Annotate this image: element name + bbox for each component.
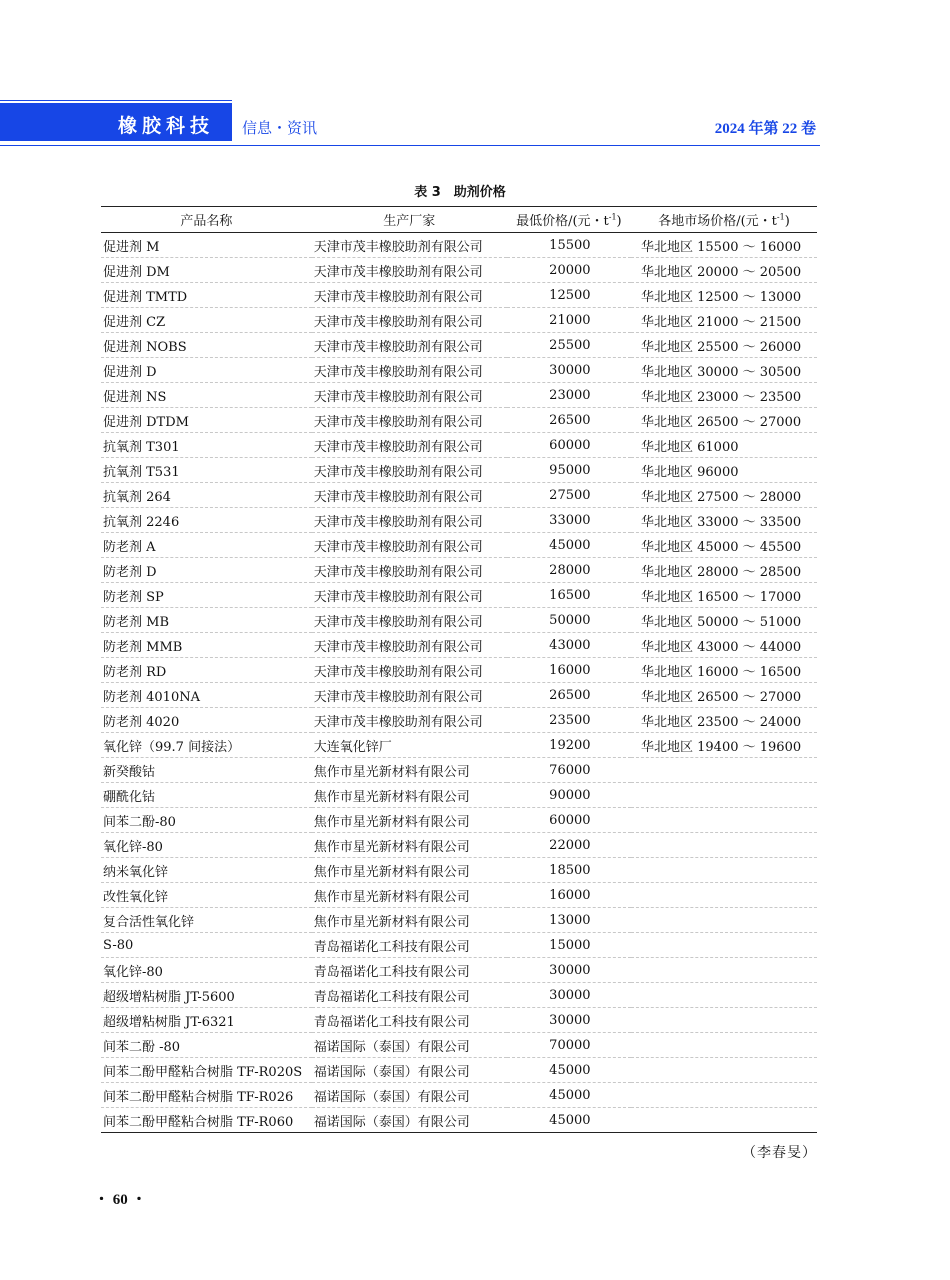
table-row xyxy=(101,1033,817,1058)
cell-manufacturer: 天津市茂丰橡胶助剂有限公司 xyxy=(312,608,507,633)
cell-manufacturer: 天津市茂丰橡胶助剂有限公司 xyxy=(312,333,507,358)
cell-market-price xyxy=(631,1058,817,1083)
cell-product: 促进剂 CZ xyxy=(101,308,312,333)
cell-min-price: 33000 xyxy=(507,508,631,533)
cell-market-price xyxy=(631,1033,817,1058)
table-row xyxy=(101,608,817,633)
table-row xyxy=(101,858,817,883)
cell-product: 氧化锌-80 xyxy=(101,958,312,983)
cell-market-price: 华北地区 45000 ～ 45500 xyxy=(631,533,817,558)
cell-manufacturer: 天津市茂丰橡胶助剂有限公司 xyxy=(312,558,507,583)
cell-product: 改性氧化锌 xyxy=(101,883,312,908)
cell-manufacturer: 天津市茂丰橡胶助剂有限公司 xyxy=(312,583,507,608)
cell-market-price: 华北地区 28000 ～ 28500 xyxy=(631,558,817,583)
cell-product: 间苯二酚甲醛粘合树脂 TF-R026 xyxy=(101,1083,312,1108)
cell-manufacturer: 天津市茂丰橡胶助剂有限公司 xyxy=(312,233,507,258)
cell-product: S-80 xyxy=(101,933,312,958)
table-row xyxy=(101,1058,817,1083)
table-header-row xyxy=(101,207,817,233)
column-header-min-price: 最低价格/(元・$t^{-1}$) xyxy=(507,207,631,233)
column-header-manufacturer: 生产厂家 xyxy=(312,207,507,233)
journal-brand-bar xyxy=(0,103,232,141)
cell-product: 氧化锌（99.7 间接法） xyxy=(101,733,312,758)
journal-title: 橡胶科技 xyxy=(118,115,215,137)
cell-product: 抗氧剂 2246 xyxy=(101,508,312,533)
cell-market-price: 华北地区 50000 ～ 51000 xyxy=(631,608,817,633)
cell-min-price: 21000 xyxy=(507,308,631,333)
cell-manufacturer: 天津市茂丰橡胶助剂有限公司 xyxy=(312,258,507,283)
page-header xyxy=(0,103,820,147)
cell-manufacturer: 天津市茂丰橡胶助剂有限公司 xyxy=(312,458,507,483)
table-row xyxy=(101,383,817,408)
cell-product: 超级增粘树脂 JT-5600 xyxy=(101,983,312,1008)
cell-min-price: 20000 xyxy=(507,258,631,283)
cell-product: 防老剂 MB xyxy=(101,608,312,633)
table-row xyxy=(101,433,817,458)
table-row xyxy=(101,783,817,808)
table-row xyxy=(101,1083,817,1108)
cell-min-price: 25500 xyxy=(507,333,631,358)
cell-manufacturer: 天津市茂丰橡胶助剂有限公司 xyxy=(312,433,507,458)
cell-market-price: 华北地区 43000 ～ 44000 xyxy=(631,633,817,658)
cell-market-price: 华北地区 96000 xyxy=(631,458,817,483)
cell-min-price: 16000 xyxy=(507,658,631,683)
cell-manufacturer: 青岛福诺化工科技有限公司 xyxy=(312,933,507,958)
cell-product: 纳米氧化锌 xyxy=(101,858,312,883)
table-row xyxy=(101,508,817,533)
cell-market-price xyxy=(631,1083,817,1108)
cell-product: 防老剂 RD xyxy=(101,658,312,683)
cell-manufacturer: 天津市茂丰橡胶助剂有限公司 xyxy=(312,708,507,733)
table-row xyxy=(101,483,817,508)
cell-product: 硼酰化钴 xyxy=(101,783,312,808)
cell-product: 促进剂 DTDM xyxy=(101,408,312,433)
cell-product: 防老剂 MMB xyxy=(101,633,312,658)
table-row xyxy=(101,958,817,983)
cell-manufacturer: 天津市茂丰橡胶助剂有限公司 xyxy=(312,383,507,408)
cell-manufacturer: 青岛福诺化工科技有限公司 xyxy=(312,958,507,983)
cell-min-price: 26500 xyxy=(507,408,631,433)
cell-min-price: 15000 xyxy=(507,933,631,958)
table-row xyxy=(101,558,817,583)
cell-market-price: 华北地区 16500 ～ 17000 xyxy=(631,583,817,608)
cell-min-price: 90000 xyxy=(507,783,631,808)
cell-market-price: 华北地区 27500 ～ 28000 xyxy=(631,483,817,508)
table-row xyxy=(101,1108,817,1133)
table-row xyxy=(101,733,817,758)
cell-market-price: 华北地区 25500 ～ 26000 xyxy=(631,333,817,358)
cell-min-price: 70000 xyxy=(507,1033,631,1058)
table-row xyxy=(101,708,817,733)
table-row xyxy=(101,408,817,433)
cell-manufacturer: 天津市茂丰橡胶助剂有限公司 xyxy=(312,408,507,433)
cell-market-price xyxy=(631,1108,817,1133)
cell-product: 复合活性氧化锌 xyxy=(101,908,312,933)
table-row xyxy=(101,683,817,708)
cell-market-price xyxy=(631,1008,817,1033)
cell-market-price: 华北地区 19400 ～ 19600 xyxy=(631,733,817,758)
cell-product: 防老剂 4010NA xyxy=(101,683,312,708)
volume-label: 2024 年第 22 卷 xyxy=(714,121,816,137)
table-row xyxy=(101,533,817,558)
cell-manufacturer: 福诺国际（泰国）有限公司 xyxy=(312,1108,507,1133)
cell-min-price: 27500 xyxy=(507,483,631,508)
price-table xyxy=(101,206,817,1133)
cell-manufacturer: 焦作市星光新材料有限公司 xyxy=(312,783,507,808)
cell-min-price: 18500 xyxy=(507,858,631,883)
cell-manufacturer: 天津市茂丰橡胶助剂有限公司 xyxy=(312,508,507,533)
cell-product: 防老剂 4020 xyxy=(101,708,312,733)
cell-min-price: 12500 xyxy=(507,283,631,308)
cell-market-price xyxy=(631,958,817,983)
cell-market-price: 华北地区 16000 ～ 16500 xyxy=(631,658,817,683)
column-header-product: 产品名称 xyxy=(101,207,312,233)
cell-market-price: 华北地区 12500 ～ 13000 xyxy=(631,283,817,308)
cell-product: 促进剂 TMTD xyxy=(101,283,312,308)
table-row xyxy=(101,983,817,1008)
cell-min-price: 28000 xyxy=(507,558,631,583)
table-row xyxy=(101,1008,817,1033)
header-rule xyxy=(0,145,820,146)
cell-product: 间苯二酚-80 xyxy=(101,808,312,833)
table-row xyxy=(101,658,817,683)
table-row xyxy=(101,933,817,958)
cell-product: 防老剂 A xyxy=(101,533,312,558)
cell-manufacturer: 天津市茂丰橡胶助剂有限公司 xyxy=(312,633,507,658)
cell-market-price: 华北地区 23000 ～ 23500 xyxy=(631,383,817,408)
cell-product: 氧化锌-80 xyxy=(101,833,312,858)
column-header-market-price: 各地市场价格/(元・$t^{-1}$) xyxy=(631,207,817,233)
cell-product: 促进剂 M xyxy=(101,233,312,258)
cell-min-price: 30000 xyxy=(507,1008,631,1033)
cell-min-price: 30000 xyxy=(507,358,631,383)
cell-market-price xyxy=(631,833,817,858)
table-row xyxy=(101,808,817,833)
table-row xyxy=(101,833,817,858)
cell-manufacturer: 天津市茂丰橡胶助剂有限公司 xyxy=(312,483,507,508)
cell-product: 防老剂 SP xyxy=(101,583,312,608)
cell-manufacturer: 天津市茂丰橡胶助剂有限公司 xyxy=(312,283,507,308)
table-row xyxy=(101,758,817,783)
cell-market-price xyxy=(631,858,817,883)
cell-manufacturer: 焦作市星光新材料有限公司 xyxy=(312,808,507,833)
cell-manufacturer: 青岛福诺化工科技有限公司 xyxy=(312,1008,507,1033)
cell-product: 间苯二酚甲醛粘合树脂 TF-R020S xyxy=(101,1058,312,1083)
table-row xyxy=(101,233,817,258)
cell-manufacturer: 青岛福诺化工科技有限公司 xyxy=(312,983,507,1008)
cell-product: 防老剂 D xyxy=(101,558,312,583)
cell-market-price xyxy=(631,933,817,958)
cell-min-price: 50000 xyxy=(507,608,631,633)
author-credit: （李春旻） xyxy=(742,1145,817,1161)
cell-min-price: 22000 xyxy=(507,833,631,858)
cell-min-price: 45000 xyxy=(507,1083,631,1108)
table-row xyxy=(101,358,817,383)
cell-market-price: 华北地区 23500 ～ 24000 xyxy=(631,708,817,733)
cell-min-price: 26500 xyxy=(507,683,631,708)
cell-manufacturer: 焦作市星光新材料有限公司 xyxy=(312,908,507,933)
cell-manufacturer: 焦作市星光新材料有限公司 xyxy=(312,858,507,883)
cell-min-price: 23000 xyxy=(507,383,631,408)
cell-min-price: 13000 xyxy=(507,908,631,933)
section-label: 信息・资讯 xyxy=(242,119,318,137)
cell-product: 抗氧剂 T301 xyxy=(101,433,312,458)
cell-product: 间苯二酚 -80 xyxy=(101,1033,312,1058)
cell-min-price: 23500 xyxy=(507,708,631,733)
cell-manufacturer: 天津市茂丰橡胶助剂有限公司 xyxy=(312,533,507,558)
table-row xyxy=(101,583,817,608)
cell-manufacturer: 天津市茂丰橡胶助剂有限公司 xyxy=(312,658,507,683)
table-row xyxy=(101,633,817,658)
cell-manufacturer: 大连氧化锌厂 xyxy=(312,733,507,758)
cell-market-price: 华北地区 21000 ～ 21500 xyxy=(631,308,817,333)
cell-market-price: 华北地区 33000 ～ 33500 xyxy=(631,508,817,533)
cell-product: 促进剂 NS xyxy=(101,383,312,408)
cell-min-price: 60000 xyxy=(507,808,631,833)
table-title: 表 3 助剂价格 xyxy=(414,185,506,200)
cell-product: 超级增粘树脂 JT-6321 xyxy=(101,1008,312,1033)
cell-min-price: 95000 xyxy=(507,458,631,483)
cell-manufacturer: 焦作市星光新材料有限公司 xyxy=(312,883,507,908)
cell-min-price: 30000 xyxy=(507,958,631,983)
cell-min-price: 43000 xyxy=(507,633,631,658)
table-row xyxy=(101,258,817,283)
cell-market-price: 华北地区 61000 xyxy=(631,433,817,458)
cell-manufacturer: 焦作市星光新材料有限公司 xyxy=(312,758,507,783)
table-body xyxy=(101,233,817,1133)
cell-product: 间苯二酚甲醛粘合树脂 TF-R060 xyxy=(101,1108,312,1133)
cell-product: 抗氧剂 T531 xyxy=(101,458,312,483)
cell-market-price xyxy=(631,783,817,808)
cell-product: 抗氧剂 264 xyxy=(101,483,312,508)
table-row xyxy=(101,283,817,308)
cell-min-price: 19200 xyxy=(507,733,631,758)
cell-min-price: 16000 xyxy=(507,883,631,908)
cell-manufacturer: 天津市茂丰橡胶助剂有限公司 xyxy=(312,358,507,383)
table-row xyxy=(101,908,817,933)
cell-manufacturer: 福诺国际（泰国）有限公司 xyxy=(312,1033,507,1058)
cell-manufacturer: 福诺国际（泰国）有限公司 xyxy=(312,1058,507,1083)
table-row xyxy=(101,333,817,358)
cell-min-price: 30000 xyxy=(507,983,631,1008)
table-row xyxy=(101,308,817,333)
cell-product: 促进剂 NOBS xyxy=(101,333,312,358)
cell-product: 新癸酸钴 xyxy=(101,758,312,783)
cell-market-price: 华北地区 26500 ～ 27000 xyxy=(631,683,817,708)
table-row xyxy=(101,883,817,908)
cell-min-price: 45000 xyxy=(507,1058,631,1083)
cell-market-price xyxy=(631,883,817,908)
cell-manufacturer: 福诺国际（泰国）有限公司 xyxy=(312,1083,507,1108)
page-number: ・ 60 ・ xyxy=(94,1192,147,1208)
cell-min-price: 16500 xyxy=(507,583,631,608)
cell-product: 促进剂 D xyxy=(101,358,312,383)
cell-market-price: 华北地区 30000 ～ 30500 xyxy=(631,358,817,383)
cell-min-price: 76000 xyxy=(507,758,631,783)
cell-min-price: 45000 xyxy=(507,1108,631,1133)
table-row xyxy=(101,458,817,483)
cell-market-price: 华北地区 15500 ～ 16000 xyxy=(631,233,817,258)
cell-market-price xyxy=(631,983,817,1008)
cell-manufacturer: 天津市茂丰橡胶助剂有限公司 xyxy=(312,308,507,333)
cell-market-price: 华北地区 20000 ～ 20500 xyxy=(631,258,817,283)
cell-market-price xyxy=(631,808,817,833)
cell-min-price: 45000 xyxy=(507,533,631,558)
cell-product: 促进剂 DM xyxy=(101,258,312,283)
cell-manufacturer: 焦作市星光新材料有限公司 xyxy=(312,833,507,858)
cell-manufacturer: 天津市茂丰橡胶助剂有限公司 xyxy=(312,683,507,708)
cell-market-price: 华北地区 26500 ～ 27000 xyxy=(631,408,817,433)
cell-min-price: 60000 xyxy=(507,433,631,458)
cell-market-price xyxy=(631,758,817,783)
cell-min-price: 15500 xyxy=(507,233,631,258)
cell-market-price xyxy=(631,908,817,933)
